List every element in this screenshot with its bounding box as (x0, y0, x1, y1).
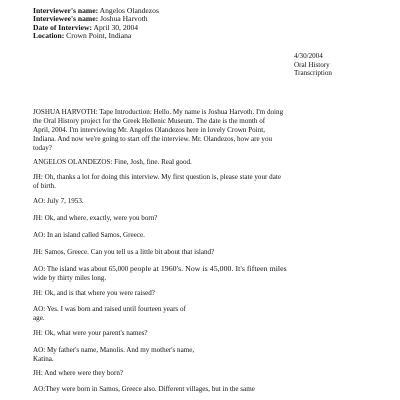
stamp-line-2: Oral History (294, 60, 330, 69)
interview-header (33, 7, 159, 41)
text-line: today? (33, 144, 52, 152)
text-line: AO: In an island called Samos, Greece. (33, 231, 145, 239)
text-line (33, 264, 348, 274)
location-value: Crown Point, Indiana (66, 31, 132, 41)
text-line: ANGELOS OLANDEZOS: Fine, Josh, fine. Real good. (33, 158, 192, 166)
text-line: JOSHUA HARVOTH: Tape Introduction: Hello. My name is Joshua Harvoth. I'm doing (33, 108, 284, 116)
text-line: AO: My father's name, Manolis. And my mother's name, (33, 346, 195, 354)
transcription-stamp (294, 52, 332, 78)
text-line: wide by thirty miles long. (33, 274, 107, 282)
text-line: of birth. (33, 182, 56, 190)
text-line: the Oral History project for the Greek Hellenic Museum. The date is the month of (33, 117, 266, 125)
text-line: AO: July 7, 1953. (33, 197, 84, 205)
paragraph-ao-raised (33, 305, 348, 323)
text-line: JH: Samos, Greece. Can you tell us a little bit about that island? (33, 248, 215, 256)
text-line: JH: Ok, what were your parent's names? (33, 329, 148, 337)
text-line: JH: And where were they born? (33, 369, 124, 377)
text-line: age. (33, 314, 45, 322)
paragraph-jh-where-born (33, 214, 348, 223)
interviewer-value: Angelos Olandezos (99, 6, 159, 15)
text-line: Indiana. And now we're going to start off the interview. Mr. Olandezos, how are you (33, 135, 273, 143)
text-line: JH: Oh, thanks a lot for doing this interview. My first question is, please state your date (33, 173, 281, 181)
text-line: AO:They were born in Samos, Greece also. Different villages, but in the same (33, 385, 255, 393)
text-run-typewriter: people at 1960's. Now is 45,000. It's fifteen miles (130, 264, 287, 273)
interviewee-label: Interviewee's name: (33, 14, 99, 24)
paragraph-intro (33, 108, 348, 153)
paragraph-jh-birthdate (33, 173, 348, 191)
paragraph-ao-parents (33, 346, 348, 364)
text-line: JH: Ok, and is that where you were raised? (33, 289, 155, 297)
stamp-line-3: Transcription (294, 69, 332, 78)
date-value: April 30, 2004 (93, 22, 139, 32)
paragraph-jh-parents (33, 329, 348, 338)
location-line (33, 32, 159, 40)
paragraph-ao-island (33, 264, 348, 283)
paragraph-jh-island (33, 248, 348, 257)
paragraph-jh-parents-born (33, 369, 348, 378)
text-run: AO: The island was about 65,000 (33, 265, 131, 273)
location-label: Location: (33, 31, 65, 41)
interviewer-label: Interviewer's name: (33, 6, 99, 15)
paragraph-ao-birthdate (33, 197, 348, 206)
date-label: Date of Interview: (33, 22, 93, 32)
interviewee-value: Joshua Harvoth (100, 14, 148, 24)
transcript-body (33, 108, 348, 394)
text-line: AO: Yes. I was born and raised until fourteen years of (33, 305, 186, 313)
paragraph-ao-samos (33, 231, 348, 240)
paragraph-ao-greeting (33, 158, 348, 167)
text-line: April, 2004. I'm interviewing Mr. Angelos Olandezos here in lovely Crown Point, (33, 126, 265, 134)
paragraph-ao-parents-born (33, 385, 348, 394)
text-line: JH: Ok, and where, exactly, were you born? (33, 214, 158, 222)
stamp-date: 4/30/2004 (294, 52, 323, 60)
text-line: Katina. (33, 355, 54, 363)
paragraph-jh-raised (33, 289, 348, 298)
